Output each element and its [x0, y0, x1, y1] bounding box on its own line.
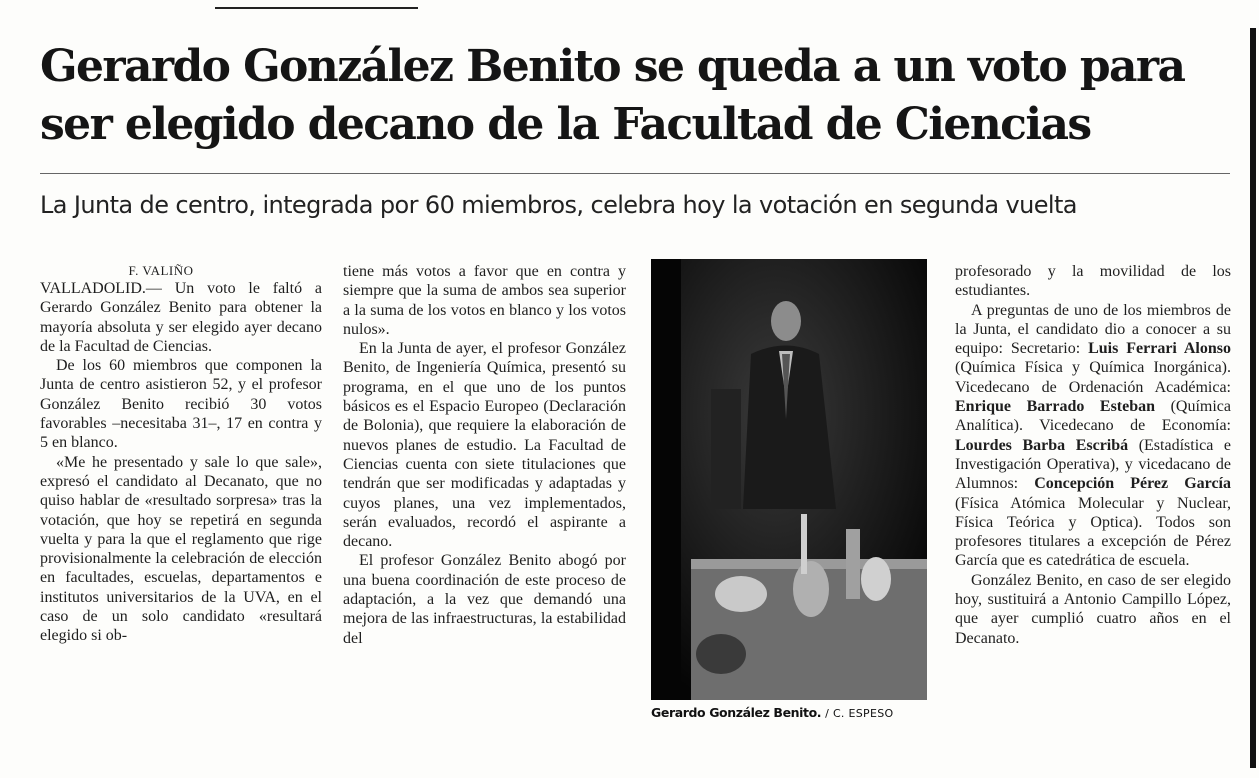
dateline: VALLADOLID.— [40, 280, 162, 297]
scan-edge [1250, 28, 1256, 768]
paragraph: tiene más votos a favor que en contra y siempre que la suma de ambos sea superior a la suma de los votos en blanco y los votos nulos». [343, 263, 626, 338]
paragraph-text: (Estadística e Investigación Operativa), y vicedacano de Alumnos: [955, 436, 1231, 493]
photo-image [651, 259, 927, 700]
article-column-2 [343, 262, 626, 648]
headline: Gerardo González Benito se queda a un voto para ser elegido decano de la Facultad de Ciencias [40, 41, 1185, 150]
team-member-name: Luis Ferrari Alonso [1088, 340, 1231, 358]
photo-credit: / C. ESPESO [825, 707, 894, 720]
byline: F. VALIÑO [128, 263, 194, 278]
article-column-1 [40, 262, 322, 646]
article-column-4 [955, 262, 1231, 648]
paragraph: El profesor González Benito abogó por una buena coordinación de este proceso de adaptación, a la vez que demandó una mejora de las infraestructuras, la estabilidad del [343, 552, 626, 647]
paragraph: profesorado y la movilidad de los estudiantes. [955, 263, 1231, 300]
subheadline: La Junta de centro, integrada por 60 miembros, celebra hoy la votación en segunda vuelta [40, 191, 1077, 219]
team-member-name: Lourdes Barba Escribá [955, 436, 1129, 454]
paragraph-text: A preguntas de uno de los miembros de la Junta, el candidato dio a conocer a su equipo: Secretario: [955, 301, 1231, 358]
lead-paragraph [40, 279, 322, 356]
paragraph: «Me he presentado y sale lo que sale», expresó el candidato al Decanato, que no quiso hablar de «resultado sorpresa» tras la votación, que hoy se repetirá en segunda vuelta y para la que el reglamento que rige provisionalmente la celebración de elección en facultades, escuelas, departamentos e institutos universitarios de la UVA, en el caso de un solo candidato «resultará elegido si ob- [40, 453, 322, 645]
paragraph-text: (Física Atómica Molecular y Nuclear, Física Teórica y Optica). Todos son profesores titulares a excepción de Pérez García que es catedrática de escuela. [955, 494, 1231, 570]
paragraph: En la Junta de ayer, el profesor González Benito, de Ingeniería Química, presentó su programa, en el que uno de los puntos básicos es el Espacio Europeo (Declaración de Bolonia), que requiere la elaboración de nuevos planes de estudio. La Facultad de Ciencias cuenta con siete titulaciones que tendrán que ser modificadas y adaptadas y cuyos planes, una vez implementados, serán evaluados, recordó el aspirante a decano. [343, 340, 626, 551]
photo-caption [651, 705, 951, 720]
paragraph-text: (Química Analítica). Vicedecano de Economía: [955, 398, 1232, 435]
top-rule [215, 7, 418, 9]
news-photo [651, 259, 927, 700]
paragraph-text: Un voto le faltó a Gerardo González Benito para obtener la mayoría absoluta y ser elegido ayer decano de la Facultad de Ciencias. [40, 280, 322, 355]
team-member-name: Enrique Barrado Esteban [955, 398, 1156, 416]
caption-name: Gerardo González Benito. [651, 705, 822, 720]
team-member-name: Concepción Pérez García [1034, 475, 1231, 493]
paragraph-text: (Química Física y Química Inorgánica). Vicedecano de Ordenación Académica: [955, 359, 1231, 396]
team-paragraph [955, 301, 1231, 571]
paragraph: De los 60 miembros que componen la Junta de centro asistieron 52, y el profesor González Benito recibió 30 votos favorables –necesitaba 31–, 17 en contra y 5 en blanco. [40, 357, 322, 452]
headline-rule [40, 173, 1230, 174]
paragraph: González Benito, en caso de ser elegido hoy, sustituirá a Antonio Campillo López, que ayer cumplió cuatro años en el Decanato. [955, 571, 1231, 647]
